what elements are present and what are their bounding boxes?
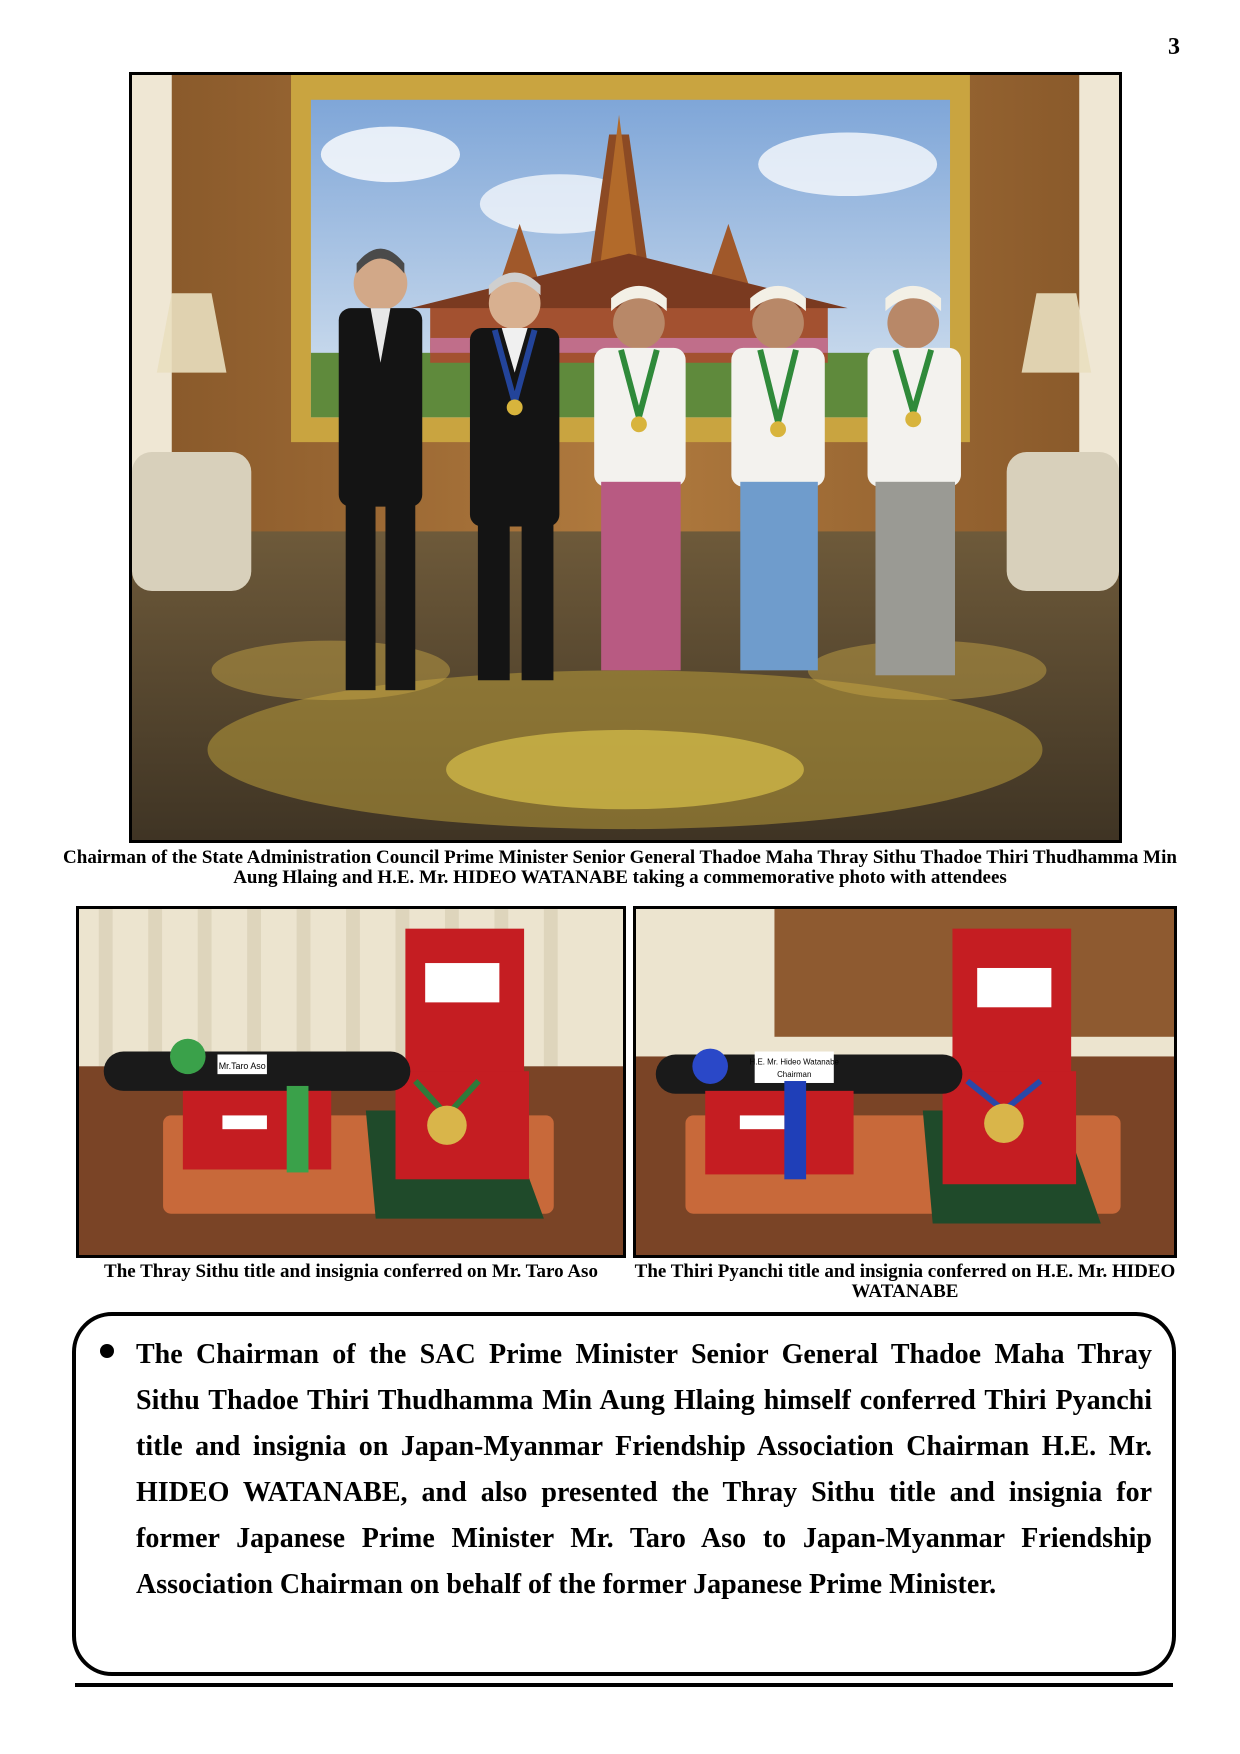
thray-sithu-insignia-image — [79, 909, 623, 1255]
commemorative-photo-image — [132, 75, 1119, 840]
summary-text: The Chairman of the SAC Prime Minister Senior General Thadoe Maha Thray Sithu Thadoe Thiri Thudhamma Min Aung Hlaing himself conferred Thiri Pyanchi title and insignia on Japan-Myanmar Friendship Association Chairman H.E. Mr. HIDEO WATANABE, and also presented the Thray Sithu title and insignia for former Japanese Prime Minister Mr. Taro Aso to Japan-Myanmar Friendship Association Chairman on behalf of the former Japanese Prime Minister. — [136, 1339, 1152, 1600]
bottom-rule — [75, 1683, 1173, 1687]
watanabe-scroll-tag-title: Chairman — [777, 1070, 812, 1080]
summary-box — [72, 1312, 1176, 1676]
bullet-icon — [100, 1344, 114, 1358]
thray-sithu-insignia-photo — [76, 906, 626, 1258]
commemorative-photo-caption: Chairman of the State Administration Council Prime Minister Senior General Thadoe Maha Thray Sithu Thadoe Thiri Thudhamma Min Aung Hlaing and H.E. Mr. HIDEO WATANABE taking a commemorative photo with attendees — [63, 847, 1177, 888]
thiri-pyanchi-insignia-caption: The Thiri Pyanchi title and insignia conferred on H.E. Mr. HIDEO WATANABE — [634, 1261, 1176, 1302]
thray-sithu-insignia-caption: The Thray Sithu title and insignia conferred on Mr. Taro Aso — [104, 1261, 598, 1282]
commemorative-photo — [129, 72, 1122, 843]
thiri-pyanchi-insignia-image — [636, 909, 1174, 1255]
watanabe-scroll-tag-name: H.E. Mr. Hideo Watanabe — [749, 1057, 839, 1067]
taro-aso-scroll-tag: Mr.Taro Aso — [218, 1061, 266, 1072]
thiri-pyanchi-insignia-photo — [633, 906, 1177, 1258]
page-number: 3 — [1168, 34, 1180, 60]
